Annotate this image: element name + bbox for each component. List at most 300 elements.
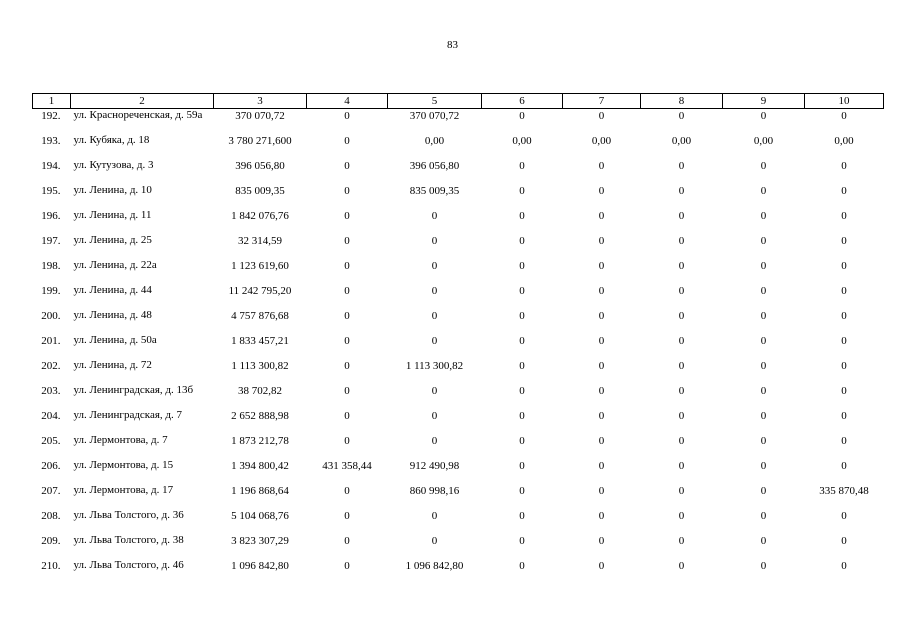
col-8-value: 0 bbox=[678, 210, 685, 222]
cell-col-5-value bbox=[388, 434, 482, 459]
cell-col-10-value bbox=[805, 559, 884, 584]
row-number: 205. bbox=[41, 435, 61, 447]
cell-col-7-value bbox=[563, 134, 641, 159]
cell-col-3-value bbox=[214, 134, 307, 159]
col-6-value: 0,00 bbox=[512, 135, 532, 147]
cell-col-5-value bbox=[388, 409, 482, 434]
col-10-value: 0,00 bbox=[834, 135, 854, 147]
table-row bbox=[33, 384, 884, 409]
address: ул. Ленина, д. 72 bbox=[73, 359, 152, 371]
address: ул. Ленина, д. 44 bbox=[73, 284, 152, 296]
cell-col-7-value bbox=[563, 334, 641, 359]
cell-col-5-value bbox=[388, 459, 482, 484]
cell-col-3-value bbox=[214, 409, 307, 434]
cell-col-7-value bbox=[563, 209, 641, 234]
cell-row-number bbox=[33, 209, 71, 234]
cell-col-4-value bbox=[307, 384, 388, 409]
cell-col-10-value bbox=[805, 134, 884, 159]
cell-col-8-value bbox=[641, 559, 723, 584]
col-8-value: 0 bbox=[678, 260, 685, 272]
cell-col-3-value bbox=[214, 159, 307, 184]
cell-col-3-value bbox=[214, 184, 307, 209]
col-8-value: 0 bbox=[678, 535, 685, 547]
cell-col-4-value bbox=[307, 459, 388, 484]
table-row bbox=[33, 559, 884, 584]
address: ул. Ленина, д. 11 bbox=[73, 209, 152, 221]
cell-col-7-value bbox=[563, 109, 641, 135]
table-row bbox=[33, 334, 884, 359]
col-6-value: 0 bbox=[519, 110, 525, 122]
col-4-value: 0 bbox=[344, 435, 350, 447]
cell-col-8-value bbox=[641, 284, 723, 309]
col-3-value: 1 096 842,80 bbox=[231, 560, 289, 572]
cell-col-3-value bbox=[214, 434, 307, 459]
cell-col-3-value bbox=[214, 234, 307, 259]
row-number: 192. bbox=[41, 110, 61, 122]
address: ул. Льва Толстого, д. 46 bbox=[73, 559, 184, 571]
col-6-value: 0 bbox=[519, 535, 525, 547]
column-header-1: 1 bbox=[33, 94, 71, 109]
cell-address bbox=[71, 134, 214, 159]
col-10-value: 0 bbox=[841, 260, 847, 272]
col-9-value: 0 bbox=[760, 310, 767, 322]
cell-col-7-value bbox=[563, 509, 641, 534]
cell-address bbox=[71, 359, 214, 384]
column-header-10: 10 bbox=[805, 94, 884, 109]
table-row bbox=[33, 184, 884, 209]
cell-col-10-value bbox=[805, 159, 884, 184]
cell-col-3-value bbox=[214, 384, 307, 409]
col-9-value: 0 bbox=[760, 285, 767, 297]
data-table bbox=[32, 93, 884, 584]
cell-col-5-value bbox=[388, 509, 482, 534]
cell-col-5-value bbox=[388, 559, 482, 584]
col-3-value: 3 780 271,600 bbox=[228, 135, 292, 147]
cell-row-number bbox=[33, 534, 71, 559]
col-9-value: 0 bbox=[760, 410, 767, 422]
cell-col-10-value bbox=[805, 334, 884, 359]
col-6-value: 0 bbox=[519, 160, 525, 172]
col-10-value: 0 bbox=[841, 335, 847, 347]
cell-row-number bbox=[33, 384, 71, 409]
col-4-value: 0 bbox=[344, 185, 350, 197]
cell-col-9-value bbox=[723, 509, 805, 534]
table-row bbox=[33, 409, 884, 434]
col-4-value: 0 bbox=[344, 110, 350, 122]
cell-col-7-value bbox=[563, 234, 641, 259]
column-header-4: 4 bbox=[307, 94, 388, 109]
col-9-value: 0,00 bbox=[753, 135, 774, 147]
cell-row-number bbox=[33, 259, 71, 284]
col-5-value: 370 070,72 bbox=[409, 110, 460, 122]
cell-col-6-value bbox=[482, 384, 563, 409]
col-5-value: 0 bbox=[431, 410, 438, 422]
cell-row-number bbox=[33, 459, 71, 484]
col-7-value: 0 bbox=[598, 285, 605, 297]
cell-row-number bbox=[33, 559, 71, 584]
cell-col-5-value bbox=[388, 134, 482, 159]
cell-col-4-value bbox=[307, 184, 388, 209]
cell-col-6-value bbox=[482, 209, 563, 234]
col-8-value: 0 bbox=[678, 235, 685, 247]
address: ул. Ленина, д. 22а bbox=[73, 259, 157, 271]
cell-row-number bbox=[33, 234, 71, 259]
col-10-value: 0 bbox=[841, 385, 847, 397]
cell-address bbox=[71, 334, 214, 359]
col-10-value: 335 870,48 bbox=[819, 485, 869, 497]
col-5-value: 860 998,16 bbox=[409, 485, 460, 497]
cell-row-number bbox=[33, 109, 71, 135]
col-8-value: 0 bbox=[678, 110, 685, 122]
cell-col-6-value bbox=[482, 109, 563, 135]
address: ул. Ленина, д. 10 bbox=[73, 184, 152, 196]
cell-col-3-value bbox=[214, 309, 307, 334]
col-7-value: 0 bbox=[598, 110, 605, 122]
col-5-value: 0 bbox=[431, 310, 438, 322]
col-8-value: 0 bbox=[678, 510, 685, 522]
cell-row-number bbox=[33, 359, 71, 384]
cell-col-5-value bbox=[388, 209, 482, 234]
cell-col-10-value bbox=[805, 459, 884, 484]
col-5-value: 0 bbox=[431, 385, 438, 397]
address: ул. Ленинградская, д. 13б bbox=[73, 384, 194, 396]
col-8-value: 0 bbox=[678, 485, 685, 497]
cell-address bbox=[71, 109, 214, 135]
cell-col-3-value bbox=[214, 284, 307, 309]
cell-col-9-value bbox=[723, 234, 805, 259]
row-number: 203. bbox=[41, 385, 61, 397]
cell-col-9-value bbox=[723, 334, 805, 359]
col-7-value: 0 bbox=[598, 360, 605, 372]
col-3-value: 1 113 300,82 bbox=[231, 360, 289, 372]
cell-col-9-value bbox=[723, 284, 805, 309]
col-7-value: 0 bbox=[598, 260, 605, 272]
address: ул. Красноречeнская, д. 59а bbox=[73, 109, 203, 121]
col-4-value: 0 bbox=[344, 410, 350, 422]
col-6-value: 0 bbox=[519, 285, 525, 297]
cell-col-6-value bbox=[482, 134, 563, 159]
col-3-value: 1 833 457,21 bbox=[231, 335, 289, 347]
cell-col-3-value bbox=[214, 484, 307, 509]
cell-col-4-value bbox=[307, 159, 388, 184]
column-header-8: 8 bbox=[641, 94, 723, 109]
col-4-value: 0 bbox=[344, 285, 350, 297]
cell-col-9-value bbox=[723, 459, 805, 484]
col-6-value: 0 bbox=[519, 260, 525, 272]
cell-address bbox=[71, 434, 214, 459]
cell-col-9-value bbox=[723, 484, 805, 509]
cell-address bbox=[71, 284, 214, 309]
cell-col-10-value bbox=[805, 509, 884, 534]
column-header-6: 6 bbox=[482, 94, 563, 109]
col-6-value: 0 bbox=[519, 460, 525, 472]
col-3-value: 5 104 068,76 bbox=[231, 510, 289, 522]
row-number: 193. bbox=[41, 135, 61, 147]
cell-col-10-value bbox=[805, 184, 884, 209]
cell-col-7-value bbox=[563, 259, 641, 284]
table-row bbox=[33, 234, 884, 259]
cell-col-9-value bbox=[723, 409, 805, 434]
col-4-value: 0 bbox=[344, 510, 350, 522]
cell-col-9-value bbox=[723, 559, 805, 584]
col-7-value: 0 bbox=[598, 485, 605, 497]
cell-col-9-value bbox=[723, 109, 805, 135]
column-header-3: 3 bbox=[214, 94, 307, 109]
cell-col-9-value bbox=[723, 359, 805, 384]
col-10-value: 0 bbox=[841, 160, 847, 172]
col-4-value: 0 bbox=[344, 485, 350, 497]
cell-col-7-value bbox=[563, 184, 641, 209]
cell-col-4-value bbox=[307, 134, 388, 159]
cell-col-5-value bbox=[388, 109, 482, 135]
col-4-value: 0 bbox=[344, 160, 350, 172]
cell-col-4-value bbox=[307, 284, 388, 309]
row-number: 197. bbox=[41, 235, 61, 247]
col-9-value: 0 bbox=[760, 335, 767, 347]
cell-row-number bbox=[33, 434, 71, 459]
cell-col-6-value bbox=[482, 259, 563, 284]
col-6-value: 0 bbox=[519, 360, 525, 372]
col-3-value: 2 652 888,98 bbox=[231, 410, 289, 422]
table-row bbox=[33, 209, 884, 234]
cell-col-7-value bbox=[563, 359, 641, 384]
col-7-value: 0 bbox=[598, 335, 605, 347]
col-3-value: 4 757 876,68 bbox=[231, 310, 289, 322]
cell-col-8-value bbox=[641, 234, 723, 259]
col-10-value: 0 bbox=[841, 460, 847, 472]
cell-row-number bbox=[33, 409, 71, 434]
col-3-value: 835 009,35 bbox=[235, 185, 285, 197]
cell-col-10-value bbox=[805, 534, 884, 559]
cell-col-8-value bbox=[641, 259, 723, 284]
col-6-value: 0 bbox=[519, 185, 525, 197]
cell-col-10-value bbox=[805, 209, 884, 234]
col-5-value: 0,00 bbox=[424, 135, 445, 147]
col-4-value: 0 bbox=[344, 560, 350, 572]
cell-col-4-value bbox=[307, 484, 388, 509]
cell-col-5-value bbox=[388, 534, 482, 559]
col-3-value: 370 070,72 bbox=[235, 110, 285, 122]
col-10-value: 0 bbox=[841, 535, 847, 547]
col-6-value: 0 bbox=[519, 510, 525, 522]
cell-row-number bbox=[33, 159, 71, 184]
col-10-value: 0 bbox=[841, 185, 847, 197]
row-number: 198. bbox=[41, 260, 61, 272]
address: ул. Лермонтова, д. 17 bbox=[73, 484, 174, 496]
col-7-value: 0 bbox=[598, 385, 605, 397]
cell-col-3-value bbox=[214, 259, 307, 284]
cell-col-6-value bbox=[482, 284, 563, 309]
cell-address bbox=[71, 559, 214, 584]
cell-col-7-value bbox=[563, 484, 641, 509]
col-7-value: 0 bbox=[598, 410, 605, 422]
cell-col-7-value bbox=[563, 309, 641, 334]
col-5-value: 0 bbox=[431, 335, 438, 347]
col-7-value: 0 bbox=[598, 210, 605, 222]
cell-col-10-value bbox=[805, 259, 884, 284]
cell-col-10-value bbox=[805, 309, 884, 334]
cell-col-7-value bbox=[563, 284, 641, 309]
col-4-value: 0 bbox=[344, 385, 350, 397]
cell-address bbox=[71, 509, 214, 534]
cell-col-5-value bbox=[388, 284, 482, 309]
cell-col-3-value bbox=[214, 509, 307, 534]
table-header bbox=[33, 94, 884, 109]
cell-col-3-value bbox=[214, 559, 307, 584]
col-10-value: 0 bbox=[841, 110, 847, 122]
col-9-value: 0 bbox=[760, 360, 767, 372]
cell-col-10-value bbox=[805, 359, 884, 384]
row-number: 210. bbox=[41, 560, 61, 572]
col-5-value: 912 490,98 bbox=[409, 460, 460, 472]
cell-col-10-value bbox=[805, 384, 884, 409]
cell-col-3-value bbox=[214, 334, 307, 359]
cell-row-number bbox=[33, 334, 71, 359]
cell-col-8-value bbox=[641, 484, 723, 509]
cell-col-4-value bbox=[307, 359, 388, 384]
address: ул. Ленинградская, д. 7 bbox=[73, 409, 183, 421]
col-3-value: 1 873 212,78 bbox=[231, 435, 289, 447]
table-row bbox=[33, 134, 884, 159]
address: ул. Ленина, д. 25 bbox=[73, 234, 152, 246]
col-6-value: 0 bbox=[519, 435, 525, 447]
col-3-value: 396 056,80 bbox=[235, 160, 285, 172]
col-4-value: 0 bbox=[344, 310, 350, 322]
col-4-value: 0 bbox=[344, 235, 350, 247]
cell-col-4-value bbox=[307, 209, 388, 234]
cell-address bbox=[71, 209, 214, 234]
table-row bbox=[33, 534, 884, 559]
col-10-value: 0 bbox=[841, 360, 847, 372]
row-number: 208. bbox=[41, 510, 61, 522]
col-8-value: 0 bbox=[678, 185, 685, 197]
cell-col-9-value bbox=[723, 434, 805, 459]
col-5-value: 835 009,35 bbox=[409, 185, 460, 197]
col-6-value: 0 bbox=[519, 410, 525, 422]
cell-col-8-value bbox=[641, 209, 723, 234]
col-9-value: 0 bbox=[760, 210, 767, 222]
cell-address bbox=[71, 159, 214, 184]
cell-col-4-value bbox=[307, 434, 388, 459]
cell-col-4-value bbox=[307, 259, 388, 284]
row-number: 204. bbox=[41, 410, 61, 422]
cell-col-4-value bbox=[307, 309, 388, 334]
cell-col-7-value bbox=[563, 459, 641, 484]
table-row bbox=[33, 509, 884, 534]
cell-col-7-value bbox=[563, 434, 641, 459]
cell-col-4-value bbox=[307, 534, 388, 559]
cell-col-6-value bbox=[482, 509, 563, 534]
address: ул. Льва Толстого, д. 38 bbox=[73, 534, 184, 546]
col-8-value: 0 bbox=[678, 335, 685, 347]
col-6-value: 0 bbox=[519, 485, 525, 497]
col-4-value: 0 bbox=[344, 335, 350, 347]
cell-col-5-value bbox=[388, 159, 482, 184]
col-10-value: 0 bbox=[841, 285, 847, 297]
cell-col-7-value bbox=[563, 409, 641, 434]
col-5-value: 0 bbox=[431, 535, 438, 547]
cell-col-3-value bbox=[214, 459, 307, 484]
col-10-value: 0 bbox=[841, 435, 847, 447]
address: ул. Ленина, д. 48 bbox=[73, 309, 152, 321]
col-8-value: 0 bbox=[678, 435, 685, 447]
cell-col-6-value bbox=[482, 534, 563, 559]
col-5-value: 0 bbox=[431, 285, 438, 297]
table-row bbox=[33, 434, 884, 459]
col-7-value: 0,00 bbox=[591, 135, 612, 147]
col-6-value: 0 bbox=[519, 560, 525, 572]
col-5-value: 0 bbox=[431, 235, 438, 247]
cell-col-4-value bbox=[307, 559, 388, 584]
col-3-value: 1 123 619,60 bbox=[231, 260, 289, 272]
col-10-value: 0 bbox=[841, 410, 847, 422]
cell-col-9-value bbox=[723, 159, 805, 184]
address: ул. Лермонтова, д. 7 bbox=[73, 434, 168, 446]
cell-col-4-value bbox=[307, 409, 388, 434]
cell-col-10-value bbox=[805, 434, 884, 459]
cell-col-7-value bbox=[563, 159, 641, 184]
cell-col-10-value bbox=[805, 284, 884, 309]
cell-col-5-value bbox=[388, 384, 482, 409]
col-6-value: 0 bbox=[519, 385, 525, 397]
col-3-value: 32 314,59 bbox=[238, 235, 282, 247]
col-9-value: 0 bbox=[760, 235, 767, 247]
cell-col-8-value bbox=[641, 334, 723, 359]
cell-col-9-value bbox=[723, 309, 805, 334]
cell-row-number bbox=[33, 284, 71, 309]
column-header-7: 7 bbox=[563, 94, 641, 109]
cell-address bbox=[71, 234, 214, 259]
address: ул. Льва Толстого, д. 36 bbox=[73, 509, 184, 521]
row-number: 194. bbox=[41, 160, 61, 172]
cell-row-number bbox=[33, 134, 71, 159]
cell-col-3-value bbox=[214, 109, 307, 135]
cell-col-6-value bbox=[482, 159, 563, 184]
cell-col-4-value bbox=[307, 334, 388, 359]
col-9-value: 0 bbox=[760, 535, 767, 547]
col-10-value: 0 bbox=[841, 235, 847, 247]
col-9-value: 0 bbox=[760, 460, 767, 472]
address: ул. Кутузова, д. 3 bbox=[73, 159, 154, 171]
col-9-value: 0 bbox=[760, 560, 767, 572]
col-5-value: 0 bbox=[431, 210, 438, 222]
cell-col-4-value bbox=[307, 234, 388, 259]
col-5-value: 0 bbox=[431, 260, 438, 272]
col-5-value: 396 056,80 bbox=[409, 160, 460, 172]
col-3-value: 11 242 795,20 bbox=[228, 285, 292, 297]
col-4-value: 0 bbox=[344, 360, 350, 372]
col-6-value: 0 bbox=[519, 335, 525, 347]
col-9-value: 0 bbox=[760, 435, 767, 447]
cell-address bbox=[71, 384, 214, 409]
row-number: 200. bbox=[41, 310, 61, 322]
cell-col-8-value bbox=[641, 384, 723, 409]
col-6-value: 0 bbox=[519, 310, 525, 322]
table-row bbox=[33, 484, 884, 509]
cell-col-5-value bbox=[388, 359, 482, 384]
col-9-value: 0 bbox=[760, 385, 767, 397]
col-7-value: 0 bbox=[598, 185, 605, 197]
cell-col-8-value bbox=[641, 509, 723, 534]
col-9-value: 0 bbox=[760, 160, 767, 172]
cell-address bbox=[71, 484, 214, 509]
col-7-value: 0 bbox=[598, 560, 605, 572]
cell-col-9-value bbox=[723, 259, 805, 284]
cell-col-8-value bbox=[641, 184, 723, 209]
row-number: 207. bbox=[41, 485, 61, 497]
col-8-value: 0 bbox=[678, 460, 685, 472]
cell-col-8-value bbox=[641, 434, 723, 459]
